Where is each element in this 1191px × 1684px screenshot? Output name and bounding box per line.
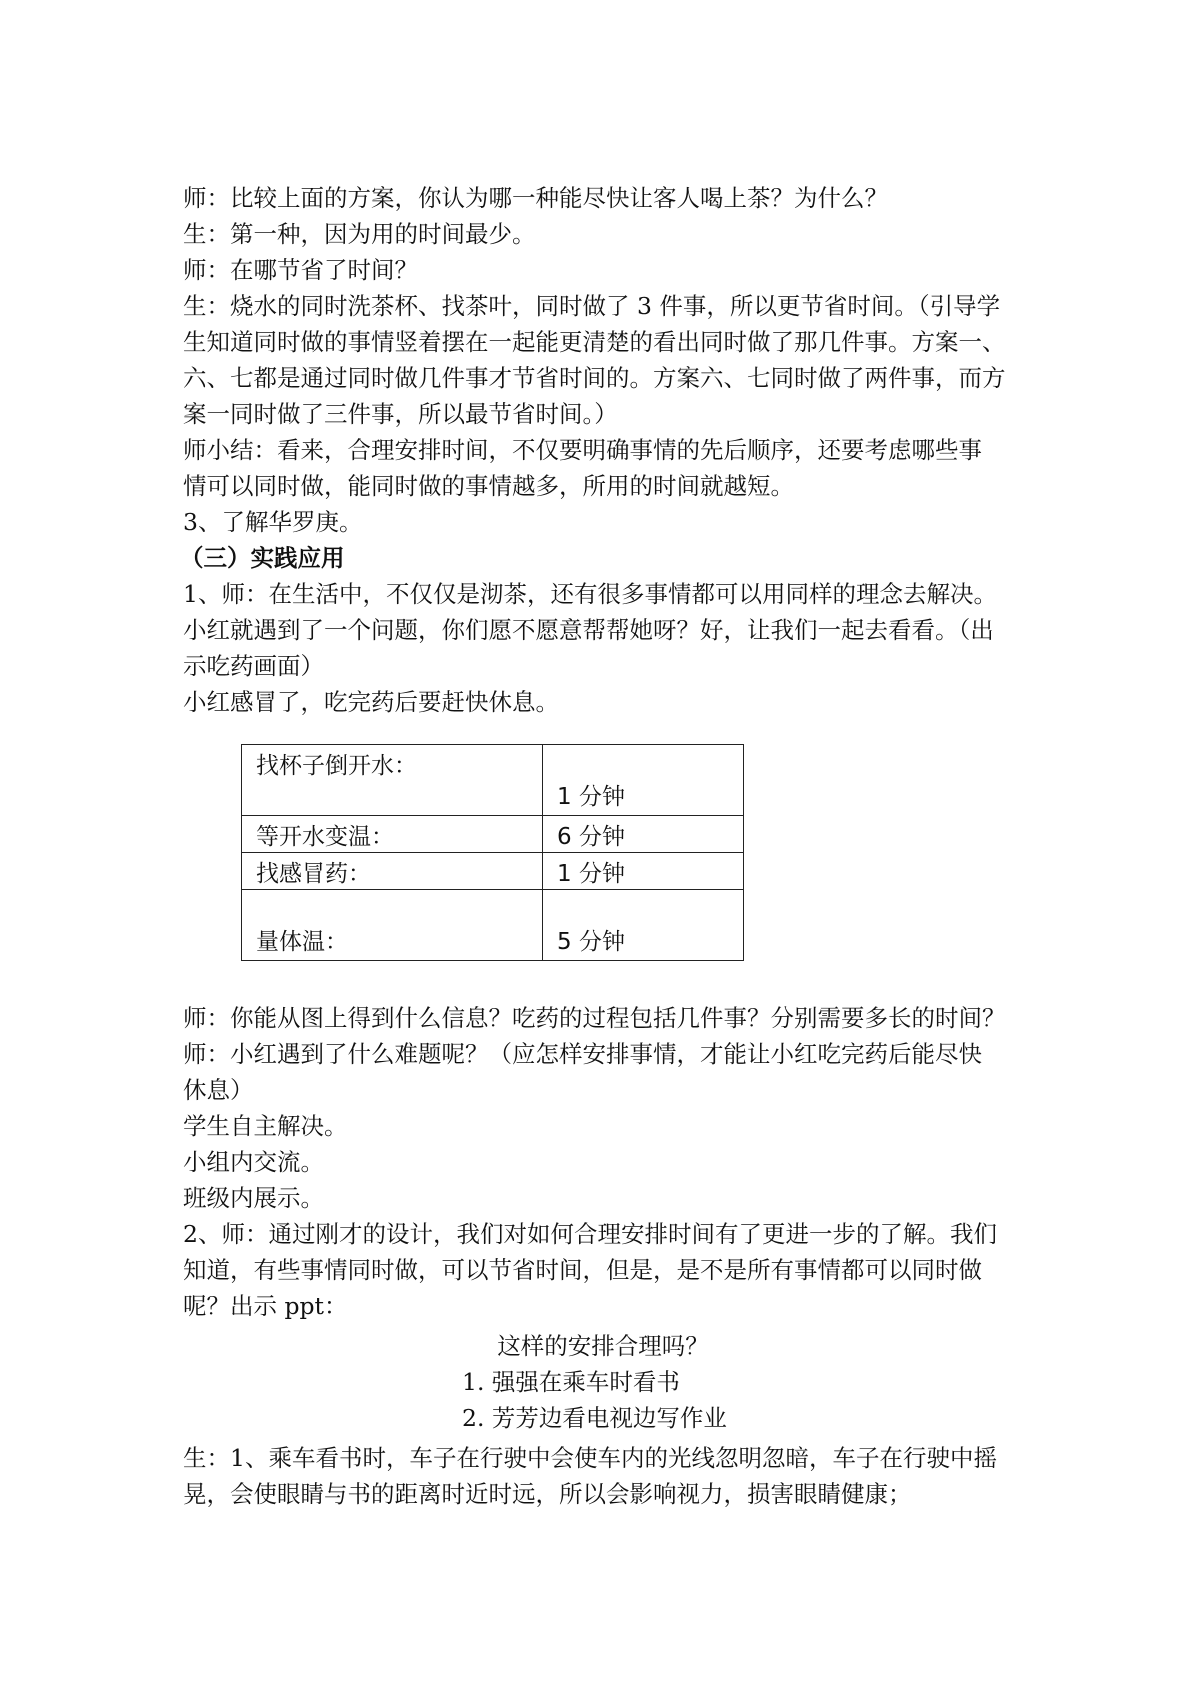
paragraph-line: 示吃药画面）	[183, 652, 324, 680]
paragraph-line: 案一同时做了三件事，所以最节省时间。）	[183, 400, 618, 428]
table-row	[242, 816, 744, 853]
paragraph-line: 生：1、乘车看书时，车子在行驶中会使车内的光线忽明忽暗，车子在行驶中摇	[183, 1444, 997, 1472]
paragraph-line: 2、师：通过刚才的设计，我们对如何合理安排时间有了更进一步的了解。我们	[183, 1220, 997, 1248]
table-row	[242, 853, 744, 890]
task-cell: 找感冒药：	[242, 853, 543, 890]
paragraph-line: 晃，会使眼睛与书的距离时近时远，所以会影响视力，损害眼睛健康；	[183, 1480, 912, 1508]
paragraph-line: 小红感冒了，吃完药后要赶快休息。	[183, 688, 559, 716]
time-cell: 6 分钟	[543, 816, 744, 853]
ppt-item: 1. 强强在乘车时看书	[462, 1368, 680, 1396]
paragraph-line: 3、了解华罗庚。	[183, 508, 363, 536]
paragraph-line: 呢？出示 ppt：	[183, 1292, 348, 1320]
task-cell: 等开水变温：	[242, 816, 543, 853]
task-cell: 找杯子倒开水：	[242, 745, 543, 816]
paragraph-line: 小组内交流。	[183, 1148, 324, 1176]
ppt-item: 2. 芳芳边看电视边写作业	[462, 1404, 727, 1432]
paragraph-line: 1、师：在生活中，不仅仅是沏茶，还有很多事情都可以用同样的理念去解决。	[183, 580, 997, 608]
time-cell: 1 分钟	[543, 745, 744, 816]
time-cell: 5 分钟	[543, 890, 744, 961]
table-row	[242, 890, 744, 961]
paragraph-line: 师：比较上面的方案，你认为哪一种能尽快让客人喝上茶？为什么？	[183, 184, 888, 212]
paragraph-line: 小红就遇到了一个问题，你们愿不愿意帮帮她呀？好，让我们一起去看看。（出	[183, 616, 994, 644]
paragraph-line: 情可以同时做，能同时做的事情越多，所用的时间就越短。	[183, 472, 794, 500]
paragraph-line: 师：小红遇到了什么难题呢？（应怎样安排事情，才能让小红吃完药后能尽快	[183, 1040, 982, 1068]
paragraph-line: 生：第一种，因为用的时间最少。	[183, 220, 536, 248]
paragraph-line: 学生自主解决。	[183, 1112, 348, 1140]
paragraph-line: 六、七都是通过同时做几件事才节省时间的。方案六、七同时做了两件事，而方	[183, 364, 1006, 392]
paragraph-line: 生：烧水的同时洗茶杯、找茶叶，同时做了 3 件事，所以更节省时间。（引导学	[183, 292, 1001, 320]
time-cell: 1 分钟	[543, 853, 744, 890]
section-heading: （三）实践应用	[180, 544, 345, 572]
paragraph-line: 知道，有些事情同时做，可以节省时间，但是，是不是所有事情都可以同时做	[183, 1256, 982, 1284]
table-row	[242, 745, 744, 816]
medicine-time-table	[241, 744, 744, 961]
paragraph-line: 师小结：看来，合理安排时间，不仅要明确事情的先后顺序，还要考虑哪些事	[183, 436, 982, 464]
paragraph-line: 师：你能从图上得到什么信息？吃药的过程包括几件事？分别需要多长的时间？	[183, 1004, 1006, 1032]
paragraph-line: 班级内展示。	[183, 1184, 324, 1212]
ppt-title: 这样的安排合理吗？	[497, 1332, 709, 1360]
task-cell: 量体温：	[242, 890, 543, 961]
paragraph-line: 休息）	[183, 1076, 254, 1104]
paragraph-line: 生知道同时做的事情竖着摆在一起能更清楚的看出同时做了那几件事。方案一、	[183, 328, 1006, 356]
paragraph-line: 师：在哪节省了时间？	[183, 256, 418, 284]
